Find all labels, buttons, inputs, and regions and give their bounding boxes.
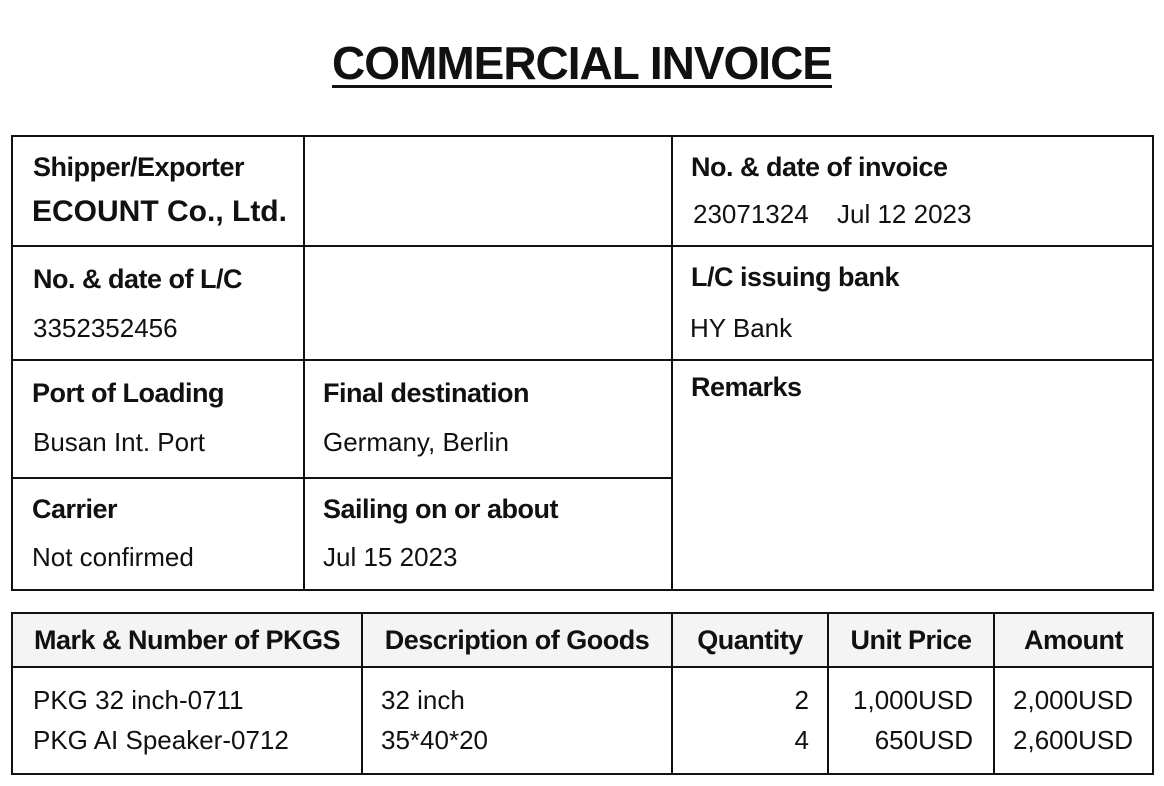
shipper-label: Shipper/Exporter — [33, 152, 245, 182]
header-mark: Mark & Number of PKGS — [33, 625, 341, 655]
bank-label: L/C issuing bank — [691, 262, 900, 292]
grid-divider — [671, 137, 673, 589]
header-description: Description of Goods — [384, 625, 650, 655]
row-quantity: 2 — [794, 685, 809, 715]
invoice-date: Jul 12 2023 — [837, 199, 972, 229]
goods-table-header — [13, 614, 1152, 668]
port-loading-value: Busan Int. Port — [33, 427, 205, 457]
grid-divider — [13, 477, 303, 479]
bank-value: HY Bank — [690, 313, 793, 343]
sailing-label: Sailing on or about — [323, 494, 558, 524]
remarks-label: Remarks — [691, 372, 802, 402]
invoice-label: No. & date of invoice — [691, 152, 948, 182]
column-divider — [361, 614, 363, 773]
carrier-value: Not confirmed — [32, 542, 194, 572]
invoice-info-grid — [11, 135, 1154, 591]
grid-divider — [13, 245, 1152, 247]
sailing-value: Jul 15 2023 — [323, 542, 458, 572]
row-unit-price: 1,000USD — [853, 685, 973, 715]
invoice-title-text: COMMERCIAL INVOICE — [332, 37, 832, 89]
grid-divider — [303, 137, 305, 589]
row-amount: 2,000USD — [1013, 685, 1133, 715]
row-description: 32 inch — [381, 685, 465, 715]
port-loading-label: Port of Loading — [32, 378, 224, 408]
lc-label: No. & date of L/C — [33, 264, 242, 294]
final-destination-label: Final destination — [323, 378, 530, 408]
row-mark: PKG 32 inch-0711 — [33, 685, 244, 715]
lc-value: 3352352456 — [33, 313, 178, 343]
row-mark: PKG AI Speaker-0712 — [33, 725, 289, 755]
row-quantity: 4 — [794, 725, 809, 755]
invoice-number: 23071324 — [693, 199, 809, 229]
goods-table — [11, 612, 1154, 775]
header-unit-price: Unit Price — [850, 625, 972, 655]
header-amount: Amount — [1024, 625, 1123, 655]
header-quantity: Quantity — [697, 625, 803, 655]
row-description: 35*40*20 — [381, 725, 488, 755]
row-amount: 2,600USD — [1013, 725, 1133, 755]
carrier-label: Carrier — [32, 494, 118, 524]
grid-divider — [303, 477, 671, 479]
final-destination-value: Germany, Berlin — [323, 427, 509, 457]
grid-divider — [13, 359, 1152, 361]
row-unit-price: 650USD — [874, 725, 973, 755]
shipper-value: ECOUNT Co., Ltd. — [32, 195, 287, 228]
invoice-title — [0, 36, 1164, 90]
